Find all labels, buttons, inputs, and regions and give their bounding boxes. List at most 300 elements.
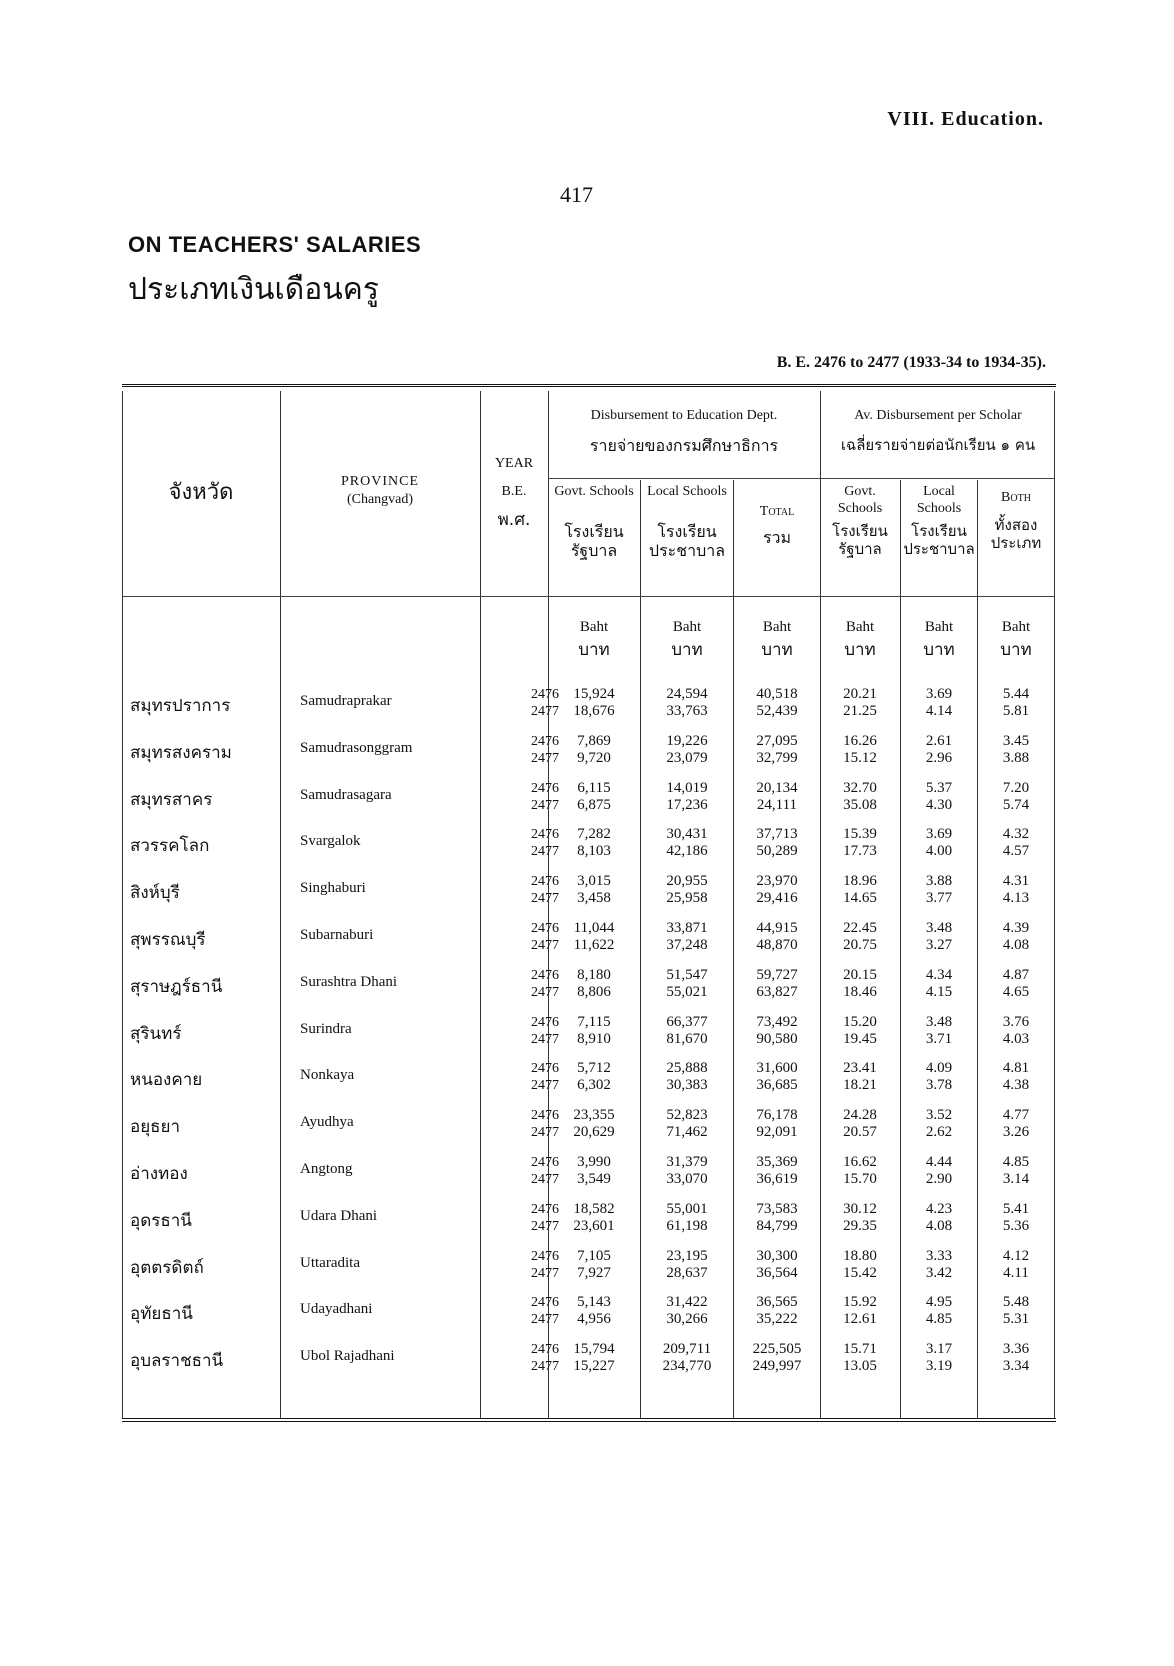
- unit-label-thai: บาท: [923, 640, 955, 660]
- value-cell-av-local: [902, 1341, 976, 1375]
- unit-label-thai: บาท: [761, 640, 793, 660]
- value: 35.08: [843, 796, 877, 813]
- value: 4.85: [1002, 1154, 1030, 1170]
- value-cell-av-both: [979, 873, 1053, 907]
- value-cell-av-local: [902, 967, 976, 1001]
- value: 4.13: [1002, 890, 1030, 907]
- province-name: Angtong: [300, 1161, 353, 1177]
- value-cell-total: [735, 733, 819, 767]
- table-row: [122, 1195, 1056, 1242]
- value: 48,870: [756, 937, 798, 953]
- col-header-year: YEAR: [494, 456, 534, 471]
- value: 4.08: [925, 1217, 953, 1234]
- value-cell-local: [642, 1248, 732, 1282]
- value-cell-av-govt: [822, 1248, 898, 1282]
- value: 8,103: [577, 843, 611, 860]
- value-cell-av-both: [979, 967, 1053, 1001]
- value: 5,143: [577, 1294, 611, 1311]
- section-heading: VIII. Education.: [887, 108, 1044, 130]
- value: 21.25: [843, 703, 877, 719]
- col-header-av-local: Local Schools: [916, 484, 962, 516]
- value: 8,806: [577, 983, 611, 1000]
- value: 14,019: [666, 779, 708, 796]
- value-cell-total: [735, 1201, 819, 1235]
- value-cell-govt: [550, 1341, 638, 1375]
- year-value: 2476: [531, 874, 559, 890]
- unit-label: Baht: [762, 619, 792, 635]
- value-cell-local: [642, 1341, 732, 1375]
- value-cell-govt: [550, 1107, 638, 1141]
- value: 7,115: [577, 1013, 611, 1030]
- year-value: 2477: [531, 891, 559, 907]
- value: 3.19: [925, 1358, 953, 1375]
- year-value: 2476: [531, 1061, 559, 1077]
- value: 32.70: [843, 779, 877, 796]
- value: 4.95: [925, 1294, 953, 1311]
- value-cell-total: [735, 1341, 819, 1375]
- value-cell-av-local: [902, 780, 976, 814]
- col-header-total-thai: รวม: [762, 528, 792, 547]
- value: 3.34: [1002, 1358, 1030, 1375]
- col-header-local-thai: โรงเรียน ประชาบาล: [648, 522, 726, 561]
- value-cell-av-govt: [822, 1060, 898, 1094]
- value: 5.37: [925, 779, 953, 796]
- value: 28,637: [666, 1264, 708, 1281]
- value: 18,676: [573, 703, 615, 719]
- value-cell-local: [642, 733, 732, 767]
- value: 5.74: [1002, 796, 1030, 813]
- province-name: Subarnaburi: [300, 927, 374, 943]
- table-row: [122, 820, 1056, 867]
- province-thai-name: สมุทรสงคราม: [130, 742, 232, 763]
- value: 23,601: [573, 1217, 615, 1234]
- value: 4.87: [1002, 966, 1030, 983]
- value: 15,227: [573, 1358, 615, 1375]
- value: 33,070: [666, 1171, 708, 1187]
- province-name: Udayadhani: [300, 1301, 373, 1318]
- value-cell-av-local: [902, 1014, 976, 1048]
- value: 37,713: [756, 826, 798, 843]
- group-header-disbursement: Disbursement to Education Dept.: [590, 408, 778, 423]
- col-header-av-local-thai: โรงเรียน ประชาบาล: [903, 522, 975, 558]
- value: 30,300: [756, 1247, 798, 1264]
- value: 25,888: [666, 1060, 708, 1077]
- value-cell-av-both: [979, 1201, 1053, 1235]
- value-cell-av-both: [979, 920, 1053, 954]
- year-value: 2477: [531, 704, 559, 719]
- province-thai-name: สมุทรสาคร: [130, 789, 213, 810]
- value-cell-local: [642, 1107, 732, 1141]
- value: 7,282: [577, 826, 611, 843]
- value-cell-av-local: [902, 1060, 976, 1094]
- value-cell-av-local: [902, 1107, 976, 1141]
- value: 15.92: [843, 1294, 877, 1311]
- unit-label: Baht: [1001, 619, 1031, 635]
- value: 15,924: [573, 686, 615, 702]
- value: 3.17: [925, 1341, 953, 1358]
- value: 3,015: [577, 873, 611, 890]
- value: 19,226: [666, 732, 708, 749]
- value: 3.48: [925, 920, 953, 936]
- value: 17.73: [843, 843, 877, 860]
- value: 15.20: [843, 1013, 877, 1030]
- value: 4.85: [925, 1311, 953, 1328]
- value: 59,727: [756, 966, 798, 983]
- value: 3.69: [925, 826, 953, 843]
- value: 29,416: [756, 890, 798, 907]
- value-cell-govt: [550, 1248, 638, 1282]
- value-cell-av-govt: [822, 733, 898, 767]
- col-header-both-thai: ทั้งสอง ประเภท: [990, 516, 1042, 552]
- value: 3,990: [577, 1154, 611, 1170]
- year-value: 2477: [531, 844, 559, 860]
- value-cell-local: [642, 780, 732, 814]
- value-cell-local: [642, 686, 732, 720]
- value: 5,712: [577, 1060, 611, 1077]
- value: 18.96: [843, 873, 877, 890]
- col-header-year-be: B.E.: [501, 484, 527, 499]
- value: 14.65: [843, 890, 877, 907]
- province-thai-name: สิงห์บุรี: [130, 883, 180, 904]
- value: 3,458: [577, 890, 611, 907]
- value: 76,178: [756, 1107, 798, 1124]
- value: 19.45: [843, 1030, 877, 1047]
- province-name: Samudraprakar: [300, 693, 392, 709]
- province-thai-name: สมุทรปราการ: [130, 696, 231, 716]
- value: 29.35: [843, 1217, 877, 1234]
- province-name: Uttaradita: [300, 1254, 360, 1271]
- col-header-thai-province: จังหวัด: [168, 480, 234, 505]
- value: 3,549: [577, 1171, 611, 1187]
- year-value: 2476: [531, 733, 559, 749]
- value-cell-av-both: [979, 1107, 1053, 1141]
- value: 20,955: [666, 873, 708, 890]
- value: 3.52: [925, 1107, 953, 1124]
- value: 35,369: [756, 1154, 798, 1170]
- value: 50,289: [756, 843, 798, 860]
- value-cell-av-both: [979, 1248, 1053, 1282]
- value: 3.71: [925, 1030, 953, 1047]
- value: 20.57: [843, 1124, 877, 1141]
- value: 7.20: [1002, 779, 1030, 796]
- table-row: [122, 1148, 1056, 1195]
- value: 44,915: [756, 920, 798, 936]
- value-cell-av-govt: [822, 1294, 898, 1328]
- value: 3.27: [925, 937, 953, 953]
- value: 3.45: [1002, 732, 1030, 749]
- value: 23,195: [666, 1247, 708, 1264]
- table-row: [122, 1101, 1056, 1148]
- unit-label: Baht: [924, 619, 954, 635]
- province-thai-name: อุตตรดิตถ์: [130, 1257, 204, 1278]
- value-cell-av-both: [979, 1154, 1053, 1188]
- value: 13.05: [843, 1358, 877, 1375]
- page-number: 417: [560, 182, 593, 207]
- province-thai-name: อุบลราชธานี: [130, 1351, 224, 1372]
- value-cell-total: [735, 920, 819, 954]
- value-cell-govt: [550, 967, 638, 1001]
- value: 22.45: [843, 920, 877, 936]
- province-thai-name: อุดรธานี: [130, 1210, 192, 1231]
- year-value: 2476: [531, 1108, 559, 1124]
- province-thai-name: อยุธยา: [130, 1117, 181, 1138]
- table-row: [122, 1008, 1056, 1055]
- value: 30.12: [843, 1200, 877, 1217]
- value: 36,685: [756, 1077, 798, 1094]
- value-cell-govt: [550, 1294, 638, 1328]
- year-value: 2477: [531, 1218, 559, 1234]
- value-cell-av-govt: [822, 873, 898, 907]
- value-cell-av-local: [902, 1294, 976, 1328]
- group-header-average: Av. Disbursement per Scholar: [854, 408, 1022, 423]
- value: 33,763: [666, 703, 708, 719]
- unit-label: Baht: [579, 619, 609, 635]
- province-name: Udara Dhani: [300, 1207, 378, 1224]
- value: 6,302: [577, 1077, 611, 1094]
- value-cell-av-both: [979, 780, 1053, 814]
- table-top-rule: [122, 384, 1056, 387]
- value-cell-av-govt: [822, 920, 898, 954]
- value-cell-av-govt: [822, 1014, 898, 1048]
- province-thai-name: อุทัยธานี: [130, 1304, 193, 1325]
- value: 73,492: [756, 1013, 798, 1030]
- value: 11,622: [573, 937, 615, 953]
- province-thai-name: สวรรคโลก: [130, 836, 210, 857]
- value-cell-av-both: [979, 826, 1053, 860]
- value: 3.69: [925, 686, 953, 702]
- province-name: Samudrasonggram: [300, 739, 413, 756]
- value: 3.36: [1002, 1341, 1030, 1358]
- value: 5.48: [1002, 1294, 1030, 1311]
- year-value: 2477: [531, 1359, 559, 1375]
- value-cell-av-both: [979, 1014, 1053, 1048]
- province-name: Samudrasagara: [300, 786, 392, 803]
- year-value: 2477: [531, 1125, 559, 1141]
- year-value: 2476: [531, 1201, 559, 1217]
- value: 73,583: [756, 1200, 798, 1217]
- value: 20.21: [843, 686, 877, 702]
- value-cell-av-both: [979, 733, 1053, 767]
- value-cell-local: [642, 1060, 732, 1094]
- value: 51,547: [666, 966, 708, 983]
- value: 31,600: [756, 1060, 798, 1077]
- value: 3.88: [1002, 749, 1030, 766]
- value: 4.23: [925, 1200, 953, 1217]
- value: 6,875: [577, 796, 611, 813]
- value-cell-av-local: [902, 920, 976, 954]
- value: 32,799: [756, 749, 798, 766]
- value: 36,619: [756, 1171, 798, 1187]
- header-bottom-rule: [122, 596, 1054, 597]
- value: 16.26: [843, 732, 877, 749]
- value-cell-local: [642, 920, 732, 954]
- value: 24,111: [756, 796, 798, 813]
- value: 63,827: [756, 983, 798, 1000]
- value: 12.61: [843, 1311, 877, 1328]
- value-cell-govt: [550, 686, 638, 720]
- value: 25,958: [666, 890, 708, 907]
- value-cell-govt: [550, 733, 638, 767]
- value: 30,266: [666, 1311, 708, 1328]
- table-row: [122, 1242, 1056, 1289]
- value: 81,670: [666, 1030, 708, 1047]
- province-name: Ubol Rajadhani: [300, 1348, 395, 1365]
- col-header-govt-thai: โรงเรียน รัฐบาล: [564, 522, 624, 561]
- value-cell-total: [735, 873, 819, 907]
- year-value: 2477: [531, 1078, 559, 1094]
- value-cell-total: [735, 967, 819, 1001]
- value: 30,383: [666, 1077, 708, 1094]
- value: 20.75: [843, 937, 877, 953]
- value-cell-total: [735, 1107, 819, 1141]
- value: 66,377: [666, 1013, 708, 1030]
- value: 3.42: [925, 1264, 953, 1281]
- year-value: 2476: [531, 1014, 559, 1030]
- year-value: 2477: [531, 938, 559, 953]
- value: 18.80: [843, 1247, 877, 1264]
- province-thai-name: สุพรรณบุรี: [130, 930, 206, 950]
- value: 7,105: [577, 1247, 611, 1264]
- value-cell-local: [642, 967, 732, 1001]
- value: 15,794: [573, 1341, 615, 1358]
- value-cell-av-local: [902, 686, 976, 720]
- value: 4,956: [577, 1311, 611, 1328]
- value-cell-av-govt: [822, 1341, 898, 1375]
- value: 35,222: [756, 1311, 798, 1328]
- value-cell-local: [642, 1201, 732, 1235]
- value-cell-av-govt: [822, 780, 898, 814]
- value: 4.14: [925, 703, 953, 719]
- province-name: Ayudhya: [300, 1114, 354, 1131]
- value: 33,871: [666, 920, 708, 936]
- col-header-local: Local Schools: [647, 484, 727, 499]
- value: 15.71: [843, 1341, 877, 1358]
- value-cell-av-both: [979, 1341, 1053, 1375]
- value: 4.34: [925, 966, 953, 983]
- value: 4.38: [1002, 1077, 1030, 1094]
- value: 2.90: [925, 1171, 953, 1187]
- value: 15.42: [843, 1264, 877, 1281]
- value: 4.32: [1002, 826, 1030, 843]
- year-value: 2477: [531, 750, 559, 766]
- year-value: 2476: [531, 967, 559, 983]
- value-cell-total: [735, 686, 819, 720]
- value: 92,091: [756, 1124, 798, 1141]
- value: 23,355: [573, 1107, 615, 1124]
- table-row: [122, 727, 1056, 774]
- unit-label-thai: บาท: [671, 640, 703, 660]
- value: 31,422: [666, 1294, 708, 1311]
- value: 27,095: [756, 732, 798, 749]
- value-cell-govt: [550, 1060, 638, 1094]
- table-row: [122, 1054, 1056, 1101]
- value-cell-local: [642, 1014, 732, 1048]
- value: 2.62: [925, 1124, 953, 1141]
- value-cell-local: [642, 873, 732, 907]
- province-thai-name: สุรินทร์: [130, 1023, 182, 1044]
- table-title-thai: ประเภทเงินเดือนครู: [128, 272, 379, 307]
- value-cell-av-both: [979, 686, 1053, 720]
- value: 42,186: [666, 843, 708, 860]
- value: 4.00: [925, 843, 953, 860]
- province-name: Surashtra Dhani: [300, 973, 398, 990]
- value: 234,770: [662, 1358, 712, 1375]
- value-cell-av-local: [902, 826, 976, 860]
- year-value: 2477: [531, 1312, 559, 1328]
- value: 84,799: [756, 1217, 798, 1234]
- unit-label: Baht: [845, 619, 875, 635]
- value: 4.15: [925, 983, 953, 1000]
- value: 3.26: [1002, 1124, 1030, 1141]
- group-header-rule: [548, 478, 1054, 479]
- value: 90,580: [756, 1030, 798, 1047]
- value: 30,431: [666, 826, 708, 843]
- col-header-both: Both: [1001, 490, 1031, 505]
- province-thai-name: หนองคาย: [130, 1070, 203, 1091]
- unit-label-thai: บาท: [844, 640, 876, 660]
- value: 52,439: [756, 703, 798, 719]
- value-cell-govt: [550, 1201, 638, 1235]
- value: 225,505: [752, 1341, 802, 1358]
- value: 4.30: [925, 796, 953, 813]
- value-cell-av-both: [979, 1060, 1053, 1094]
- value-cell-av-govt: [822, 1154, 898, 1188]
- value: 5.31: [1002, 1311, 1030, 1328]
- value: 18.46: [843, 983, 877, 1000]
- value-cell-av-local: [902, 1201, 976, 1235]
- value: 249,997: [752, 1358, 802, 1375]
- period-label: B. E. 2476 to 2477 (1933-34 to 1934-35).: [776, 354, 1046, 371]
- year-value: 2476: [531, 687, 559, 702]
- col-header-province: PROVINCE: [340, 474, 419, 489]
- year-value: 2476: [531, 921, 559, 936]
- table-row: [122, 914, 1056, 961]
- value: 24,594: [666, 686, 708, 702]
- value: 4.12: [1002, 1247, 1030, 1264]
- unit-label-thai: บาท: [1000, 640, 1032, 660]
- group-header-disbursement-thai: รายจ่ายของกรมศึกษาธิการ: [589, 436, 779, 455]
- value: 24.28: [843, 1107, 877, 1124]
- value: 4.39: [1002, 920, 1030, 936]
- value: 18.21: [843, 1077, 877, 1094]
- value: 11,044: [573, 920, 615, 936]
- value: 16.62: [843, 1154, 877, 1170]
- value: 4.65: [1002, 983, 1030, 1000]
- table-row: [122, 680, 1056, 727]
- value-cell-av-govt: [822, 967, 898, 1001]
- value: 9,720: [577, 749, 611, 766]
- value: 5.81: [1002, 703, 1030, 719]
- value: 2.96: [925, 749, 953, 766]
- col-header-year-thai: พ.ศ.: [497, 510, 531, 530]
- value: 3.77: [925, 890, 953, 907]
- value: 20.15: [843, 966, 877, 983]
- year-value: 2477: [531, 797, 559, 813]
- value-cell-total: [735, 1060, 819, 1094]
- value: 15.39: [843, 826, 877, 843]
- value: 4.03: [1002, 1030, 1030, 1047]
- table-row: [122, 1288, 1056, 1335]
- value: 71,462: [666, 1124, 708, 1141]
- province-name: Surindra: [300, 1020, 352, 1037]
- table-row: [122, 867, 1056, 914]
- value-cell-av-govt: [822, 1201, 898, 1235]
- value: 15.70: [843, 1171, 877, 1187]
- value-cell-av-govt: [822, 686, 898, 720]
- value-cell-govt: [550, 826, 638, 860]
- value-cell-govt: [550, 1154, 638, 1188]
- value: 4.31: [1002, 873, 1030, 890]
